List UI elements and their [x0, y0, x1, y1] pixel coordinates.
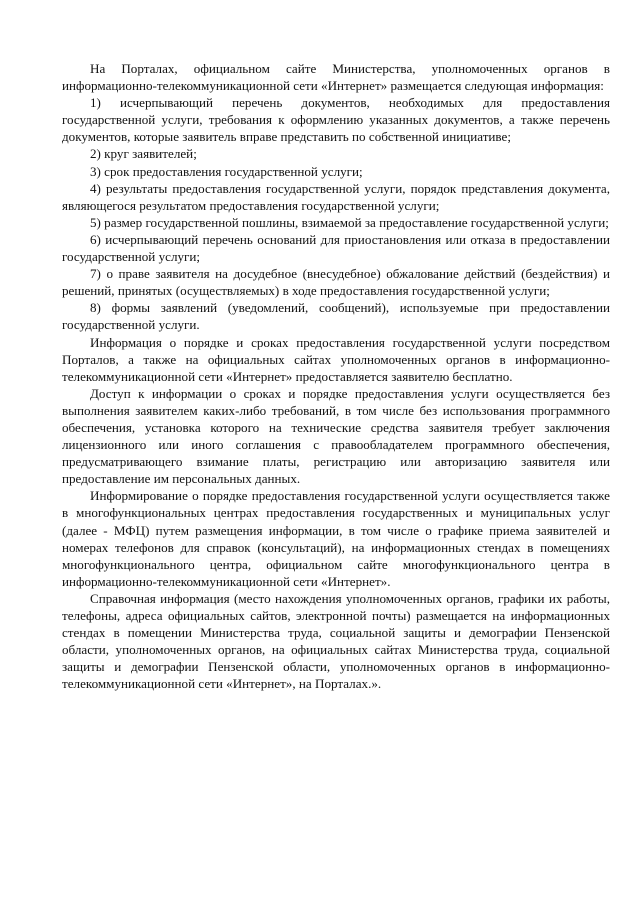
- list-item-7: 7) о праве заявителя на досудебное (внесудебное) обжалование действий (бездействия) и решений, принятых (осуществляемых) в ходе предоставления государственной услуги;: [62, 266, 610, 299]
- paragraph-intro: На Порталах, официальном сайте Министерства, уполномоченных органов в информационно-телекоммуникационной сети «Интернет» размещается следующая информация:: [62, 61, 610, 94]
- list-item-5: 5) размер государственной пошлины, взимаемой за предоставление государственной услуги;: [90, 214, 609, 230]
- list-item-8: 8) формы заявлений (уведомлений, сообщений), используемые при предоставлении государственной услуги.: [62, 300, 610, 333]
- list-item-2: 2) круг заявителей;: [90, 146, 197, 162]
- paragraph-mfc: Информирование о порядке предоставления государственной услуги осуществляется также в многофункциональных центрах предоставления государственных и муниципальных услуг (далее - МФЦ) путем размещения информации, в том числе о графике приема заявителей и номерах телефонов для справок (консультаций), на информационных стендах в помещениях многофункционального центра, официальном сайте многофункционального центра в информационно-телекоммуникационной сети «Интернет».: [62, 488, 610, 589]
- list-item-1: 1) исчерпывающий перечень документов, необходимых для предоставления государственной услуги, требования к оформлению указанных документов, а также перечень документов, которые заявитель вправе представить по собственной инициативе;: [62, 95, 610, 145]
- paragraph-access: Доступ к информации о сроках и порядке предоставления услуги осуществляется без выполнения заявителем каких-либо требований, в том числе без использования программного обеспечения, установка которого на технические средства заявителя требует заключения лицензионного или иного соглашения с правообладателем программного обеспечения, предусматривающего взимание платы, регистрацию или авторизацию заявителя или предоставление им персональных данных.: [62, 385, 610, 487]
- list-item-3: 3) срок предоставления государственной услуги;: [90, 163, 363, 179]
- list-item-4: 4) результаты предоставления государственной услуги, порядок представления документа, являющегося результатом предоставления государственной услуги;: [62, 180, 610, 213]
- document-body: [62, 60, 610, 692]
- paragraph-reference-info: Справочная информация (место нахождения уполномоченных органов, графики их работы, телефоны, адреса официальных сайтов, электронной почты) размещается на информационных стендах в помещении Министерства труда, социальной защиты и демографии Пензенской области, уполномоченных органов, на официальных сайтах Министерства труда, социальной защиты и демографии Пензенской области, уполномоченных органов в информационно-телекоммуникационной сети «Интернет», на Порталах.».: [62, 590, 610, 692]
- list-item-6: 6) исчерпывающий перечень оснований для приостановления или отказа в предоставлении государственной услуги;: [62, 231, 610, 265]
- paragraph-free-info: Информация о порядке и сроках предоставления государственной услуги посредством Порталов, а также на официальных сайтах уполномоченных органов в информационно-телекоммуникационной сети «Интернет» предоставляется заявителю бесплатно.: [62, 334, 610, 384]
